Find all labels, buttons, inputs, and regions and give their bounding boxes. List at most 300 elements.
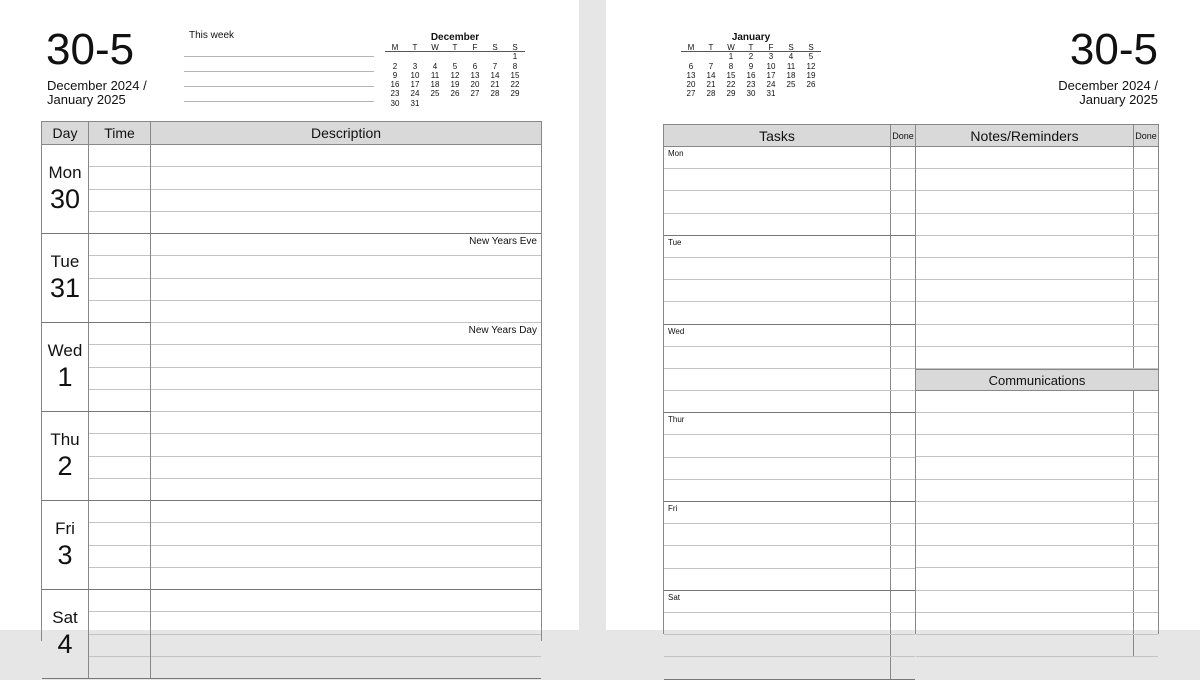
day-name: Wed [47, 341, 83, 360]
note-cell[interactable] [916, 258, 1134, 279]
communication-cell[interactable] [916, 568, 1134, 589]
task-cell[interactable] [664, 169, 891, 190]
description-slot[interactable] [151, 546, 541, 568]
task-cell[interactable] [664, 325, 891, 346]
task-row [664, 480, 915, 502]
time-slot[interactable] [89, 190, 150, 212]
communication-cell[interactable] [916, 457, 1134, 478]
holiday-label: New Years Eve [469, 236, 537, 247]
day-name: Tue [50, 252, 80, 271]
communication-row [916, 502, 1158, 524]
done-cell[interactable] [1134, 147, 1158, 168]
calendar-date: 7 [708, 61, 714, 71]
calendar-date: 30 [746, 89, 756, 99]
done-cell[interactable] [891, 524, 915, 545]
done-cell[interactable] [1134, 435, 1158, 456]
done-cell[interactable] [1134, 169, 1158, 190]
description-slot[interactable] [151, 212, 541, 234]
done-cell[interactable] [891, 325, 915, 346]
calendar-date: 31 [766, 89, 776, 99]
task-cell[interactable] [664, 258, 891, 279]
time-slot[interactable] [89, 368, 150, 390]
calendar-date: 16 [390, 80, 400, 90]
communication-row [916, 524, 1158, 546]
time-slot[interactable] [89, 635, 150, 657]
left-planner-page [0, 0, 579, 659]
done-cell[interactable] [891, 280, 915, 301]
description-header: Description [310, 125, 382, 141]
time-slot[interactable] [89, 501, 150, 523]
done-cell[interactable] [891, 169, 915, 190]
done-cell[interactable] [1134, 325, 1158, 346]
communication-cell[interactable] [916, 635, 1134, 656]
calendar-date [425, 99, 445, 108]
note-line [184, 57, 374, 72]
task-row [664, 635, 915, 657]
month-label-line1: December 2024 / [47, 78, 147, 93]
time-slot[interactable] [89, 212, 150, 234]
day-number: 4 [57, 629, 73, 659]
calendar-date: 13 [686, 70, 696, 80]
time-slot[interactable] [89, 234, 150, 256]
note-row [916, 302, 1158, 324]
time-slot[interactable] [89, 479, 150, 501]
task-row [664, 280, 915, 302]
note-line [184, 42, 374, 57]
task-cell[interactable] [664, 480, 891, 501]
calendar-date: 6 [472, 61, 478, 71]
note-line [184, 72, 374, 87]
notes-table [915, 124, 1159, 634]
done-cell[interactable] [891, 435, 915, 456]
done-cell[interactable] [891, 214, 915, 235]
done-cell[interactable] [1134, 214, 1158, 235]
task-cell[interactable] [664, 369, 891, 390]
time-slot[interactable] [89, 301, 150, 323]
done-cell[interactable] [891, 147, 915, 168]
done-cell[interactable] [891, 347, 915, 368]
communication-cell[interactable] [916, 480, 1134, 501]
task-row [664, 214, 915, 236]
task-row [664, 258, 915, 280]
day-name: Mon [48, 163, 82, 182]
task-row [664, 369, 915, 391]
note-cell[interactable] [916, 191, 1134, 212]
calendar-date: 19 [450, 80, 460, 90]
time-slot[interactable] [89, 167, 150, 189]
calendar-date: 27 [470, 89, 480, 99]
calendar-date: 26 [806, 80, 816, 90]
done-cell[interactable] [1134, 258, 1158, 279]
day-name: Thu [50, 430, 80, 449]
done-cell[interactable] [1134, 613, 1158, 634]
task-row [664, 236, 915, 258]
day-block [42, 590, 541, 679]
description-slots [151, 234, 541, 322]
description-slot[interactable] [151, 279, 541, 301]
note-cell[interactable] [916, 147, 1134, 168]
weekday-header: S [801, 43, 821, 52]
calendar-date [425, 52, 445, 61]
weekday-header: F [465, 43, 485, 52]
calendar-date: 15 [510, 70, 520, 80]
done-cell[interactable] [891, 657, 915, 678]
note-cell[interactable] [916, 214, 1134, 235]
communication-row [916, 613, 1158, 635]
done-cell[interactable] [1134, 302, 1158, 323]
calendar-date: 4 [432, 61, 438, 71]
communication-cell[interactable] [916, 613, 1134, 634]
description-slot[interactable] [151, 523, 541, 545]
time-header: Time [89, 122, 151, 144]
time-slot[interactable] [89, 345, 150, 367]
time-slot[interactable] [89, 323, 150, 345]
task-row [664, 391, 915, 413]
schedule-header [42, 122, 541, 145]
calendar-date: 1 [728, 52, 734, 62]
time-slot[interactable] [89, 657, 150, 679]
note-cell[interactable] [916, 236, 1134, 257]
day-number: 3 [57, 540, 73, 570]
description-slot[interactable] [151, 568, 541, 590]
calendar-date: 30 [390, 98, 400, 108]
done-cell[interactable] [1134, 502, 1158, 523]
task-row [664, 325, 915, 347]
done-cell[interactable] [1134, 391, 1158, 412]
description-slot[interactable] [151, 167, 541, 189]
done-cell[interactable] [891, 502, 915, 523]
time-slots [89, 590, 151, 678]
task-row [664, 458, 915, 480]
done-cell[interactable] [891, 369, 915, 390]
calendar-date: 28 [706, 89, 716, 99]
day-number: 30 [49, 184, 81, 214]
day-name: Sat [52, 608, 78, 627]
week-range: 30-5 [46, 25, 135, 74]
note-cell[interactable] [916, 302, 1134, 323]
calendar-date: 22 [726, 80, 736, 90]
task-cell[interactable] [664, 191, 891, 212]
description-slot[interactable] [151, 412, 541, 434]
tasks-header: Tasks [664, 125, 891, 146]
time-slot[interactable] [89, 590, 150, 612]
day-header: Day [42, 122, 89, 144]
description-slot[interactable] [151, 368, 541, 390]
day-blocks [42, 145, 541, 679]
day-block [42, 412, 541, 501]
task-row [664, 147, 915, 169]
week-range: 30-5 [1069, 25, 1158, 74]
time-slot[interactable] [89, 434, 150, 456]
notes-header-row [916, 125, 1158, 147]
description-slot[interactable] [151, 590, 541, 612]
note-line [184, 87, 374, 102]
calendar-date: 12 [450, 70, 460, 80]
communication-row [916, 568, 1158, 590]
time-slot[interactable] [89, 546, 150, 568]
weekday-header: T [405, 43, 425, 52]
done-cell[interactable] [891, 591, 915, 612]
month-label-line2: January 2025 [47, 92, 126, 107]
communication-cell[interactable] [916, 435, 1134, 456]
done-cell[interactable] [1134, 635, 1158, 656]
time-slots [89, 234, 151, 322]
mini-calendar-grid [681, 43, 821, 99]
description-slot[interactable] [151, 612, 541, 634]
description-slot[interactable] [151, 479, 541, 501]
task-rows [664, 147, 915, 680]
calendar-date: 8 [512, 61, 518, 71]
calendar-date [465, 99, 485, 108]
done-cell[interactable] [1134, 524, 1158, 545]
calendar-date: 18 [786, 70, 796, 80]
day-block [42, 145, 541, 234]
time-slot[interactable] [89, 568, 150, 590]
note-row [916, 236, 1158, 258]
calendar-date: 11 [430, 70, 440, 80]
calendar-date: 2 [392, 61, 398, 71]
task-row [664, 569, 915, 591]
done-cell[interactable] [891, 480, 915, 501]
task-cell[interactable] [664, 347, 891, 368]
task-cell[interactable] [664, 458, 891, 479]
description-slot[interactable] [151, 434, 541, 456]
task-row [664, 613, 915, 635]
weekday-header: T [741, 43, 761, 52]
communication-cell[interactable] [916, 391, 1134, 412]
description-slot[interactable] [151, 345, 541, 367]
communication-row [916, 457, 1158, 479]
calendar-date: 5 [452, 61, 458, 71]
task-day-label: Thur [668, 415, 685, 425]
communication-cell[interactable] [916, 546, 1134, 567]
description-slot[interactable] [151, 190, 541, 212]
done-cell[interactable] [1134, 347, 1158, 368]
calendar-date [681, 52, 701, 61]
calendar-date: 13 [470, 70, 480, 80]
calendar-date: 16 [746, 70, 756, 80]
task-cell[interactable] [664, 569, 891, 590]
description-slot[interactable] [151, 390, 541, 412]
calendar-date: 29 [510, 89, 520, 99]
calendar-date: 26 [450, 89, 460, 99]
tasks-table [663, 124, 916, 634]
task-cell[interactable] [664, 524, 891, 545]
weekday-header: W [721, 43, 741, 52]
task-cell[interactable] [664, 280, 891, 301]
communication-cell[interactable] [916, 502, 1134, 523]
calendar-date: 11 [786, 61, 796, 71]
done-cell[interactable] [891, 569, 915, 590]
done-cell[interactable] [1134, 568, 1158, 589]
communication-cell[interactable] [916, 591, 1134, 612]
task-cell[interactable] [664, 147, 891, 168]
description-slot[interactable] [151, 145, 541, 167]
time-slot[interactable] [89, 412, 150, 434]
calendar-date: 14 [706, 70, 716, 80]
calendar-date: 12 [806, 61, 816, 71]
description-slot[interactable] [151, 301, 541, 323]
task-cell[interactable] [664, 214, 891, 235]
day-cell [42, 323, 89, 411]
day-name: Fri [55, 519, 75, 538]
day-number: 31 [49, 273, 81, 303]
note-cell[interactable] [916, 347, 1134, 368]
calendar-date [801, 89, 821, 98]
task-row [664, 413, 915, 435]
note-cell[interactable] [916, 280, 1134, 301]
calendar-date [485, 52, 505, 61]
done-cell[interactable] [891, 302, 915, 323]
communication-row [916, 480, 1158, 502]
done-cell[interactable] [891, 458, 915, 479]
description-slots [151, 501, 541, 589]
note-cell[interactable] [916, 325, 1134, 346]
calendar-date: 9 [748, 61, 754, 71]
done-cell[interactable] [891, 613, 915, 634]
calendar-date: 3 [768, 52, 774, 62]
task-cell[interactable] [664, 391, 891, 412]
note-row [916, 258, 1158, 280]
done-cell[interactable] [1134, 280, 1158, 301]
task-row [664, 191, 915, 213]
done-cell[interactable] [1134, 457, 1158, 478]
holiday-label: New Years Day [468, 325, 537, 336]
description-slot[interactable] [151, 657, 541, 679]
task-cell[interactable] [664, 502, 891, 523]
communication-cell[interactable] [916, 413, 1134, 434]
description-slots [151, 323, 541, 411]
time-slot[interactable] [89, 279, 150, 301]
calendar-date: 25 [430, 89, 440, 99]
communication-cell[interactable] [916, 524, 1134, 545]
task-day-label: Tue [668, 237, 682, 247]
time-slot[interactable] [89, 390, 150, 412]
communications-header: Communications [916, 369, 1158, 391]
calendar-date: 17 [766, 70, 776, 80]
calendar-date: 29 [726, 89, 736, 99]
weekday-header: T [445, 43, 465, 52]
communication-row [916, 635, 1158, 657]
description-slot[interactable] [151, 256, 541, 278]
description-slots [151, 412, 541, 500]
calendar-date: 21 [490, 80, 500, 90]
done-cell[interactable] [1134, 236, 1158, 257]
done-header: Done [1135, 131, 1157, 141]
calendar-date: 19 [806, 70, 816, 80]
day-number: 1 [57, 362, 73, 392]
mini-calendar-january [681, 32, 821, 99]
done-cell[interactable] [1134, 413, 1158, 434]
time-slot[interactable] [89, 523, 150, 545]
calendar-date: 31 [410, 98, 420, 108]
calendar-date: 3 [412, 61, 418, 71]
day-cell [42, 412, 89, 500]
day-number: 2 [57, 451, 73, 481]
description-slots [151, 145, 541, 233]
note-row [916, 214, 1158, 236]
task-day-label: Sat [668, 592, 681, 602]
calendar-date: 14 [490, 70, 500, 80]
time-slot[interactable] [89, 256, 150, 278]
calendar-date: 20 [470, 80, 480, 90]
time-slots [89, 412, 151, 500]
done-header: Done [892, 131, 914, 141]
notes-header: Notes/Reminders [916, 125, 1134, 146]
calendar-date: 17 [410, 80, 420, 90]
note-cell[interactable] [916, 169, 1134, 190]
task-cell[interactable] [664, 413, 891, 434]
description-slot[interactable] [151, 635, 541, 657]
calendar-date: 24 [766, 80, 776, 90]
done-cell[interactable] [891, 413, 915, 434]
task-cell[interactable] [664, 236, 891, 257]
task-cell[interactable] [664, 302, 891, 323]
calendar-date: 1 [512, 52, 518, 62]
task-cell[interactable] [664, 435, 891, 456]
done-cell[interactable] [1134, 480, 1158, 501]
description-slot[interactable] [151, 501, 541, 523]
time-slot[interactable] [89, 145, 150, 167]
weekday-header: S [505, 43, 525, 52]
notes-rows [916, 147, 1158, 369]
done-cell[interactable] [1134, 191, 1158, 212]
done-cell[interactable] [891, 546, 915, 567]
task-cell[interactable] [664, 635, 891, 656]
done-cell[interactable] [891, 635, 915, 656]
calendar-date [465, 52, 485, 61]
time-slots [89, 323, 151, 411]
communications-rows [916, 391, 1158, 657]
weekday-header: F [761, 43, 781, 52]
done-cell[interactable] [891, 258, 915, 279]
day-block [42, 323, 541, 412]
month-label-line1: December 2024 / [1058, 78, 1158, 93]
calendar-date: 20 [686, 80, 696, 90]
weekday-header: S [781, 43, 801, 52]
note-row [916, 325, 1158, 347]
mini-calendar-title: January [731, 32, 771, 43]
calendar-date: 24 [410, 89, 420, 99]
task-row [664, 502, 915, 524]
task-row [664, 546, 915, 568]
task-day-label: Fri [668, 504, 678, 513]
done-cell[interactable] [891, 236, 915, 257]
description-slot[interactable] [151, 457, 541, 479]
calendar-date: 10 [766, 61, 776, 71]
task-cell[interactable] [664, 546, 891, 567]
task-cell[interactable] [664, 657, 891, 678]
note-row [916, 347, 1158, 369]
done-cell[interactable] [891, 391, 915, 412]
weekday-header: M [681, 43, 701, 52]
task-row [664, 347, 915, 369]
done-cell[interactable] [1134, 546, 1158, 567]
time-slot[interactable] [89, 612, 150, 634]
day-cell [42, 501, 89, 589]
task-cell[interactable] [664, 591, 891, 612]
time-slot[interactable] [89, 457, 150, 479]
day-cell [42, 590, 89, 678]
done-cell[interactable] [891, 191, 915, 212]
task-row [664, 657, 915, 679]
done-cell[interactable] [1134, 591, 1158, 612]
task-cell[interactable] [664, 613, 891, 634]
calendar-date: 23 [390, 89, 400, 99]
communication-row [916, 591, 1158, 613]
calendar-date: 15 [726, 70, 736, 80]
weekday-header: W [425, 43, 445, 52]
